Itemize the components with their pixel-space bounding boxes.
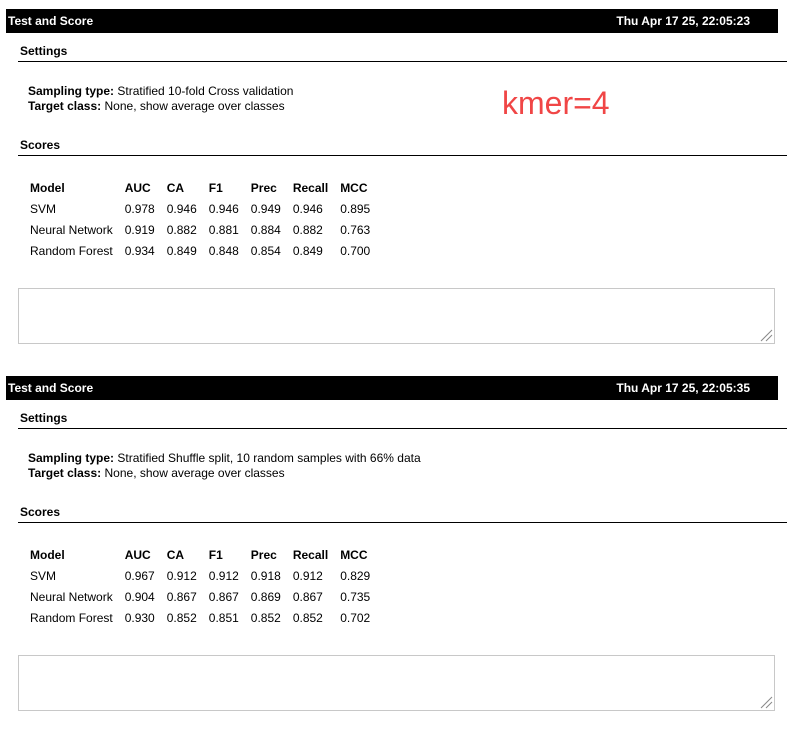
table-cell: 0.852 bbox=[166, 610, 197, 625]
column-header: MCC bbox=[340, 180, 368, 195]
target-class-label: Target class: bbox=[28, 466, 102, 480]
report-date: Thu Apr 17 25, 22:05:35 bbox=[616, 381, 750, 395]
table-cell: 0.735 bbox=[340, 589, 371, 604]
column-header: Recall bbox=[292, 180, 329, 195]
table-cell: 0.912 bbox=[166, 568, 197, 583]
settings-heading-text: Settings bbox=[20, 411, 68, 425]
table-cell: 0.904 bbox=[124, 589, 155, 604]
table-cell: 0.967 bbox=[124, 568, 155, 583]
table-cell: 0.946 bbox=[166, 201, 197, 216]
table-cell: Neural Network bbox=[30, 222, 113, 237]
sampling-type-value: Stratified 10-fold Cross validation bbox=[117, 84, 294, 98]
column-header: AUC bbox=[124, 180, 151, 195]
table-cell: 0.848 bbox=[208, 243, 239, 258]
table-cell: 0.829 bbox=[340, 568, 371, 583]
table-row bbox=[24, 565, 376, 586]
table-cell: 0.763 bbox=[340, 222, 371, 237]
table-cell: 0.854 bbox=[250, 243, 281, 258]
table-cell: 0.700 bbox=[340, 243, 371, 258]
table-cell: 0.702 bbox=[340, 610, 371, 625]
resize-grip-icon[interactable] bbox=[759, 695, 773, 709]
table-cell: 0.882 bbox=[292, 222, 323, 237]
table-cell: SVM bbox=[30, 201, 57, 216]
table-cell: 0.884 bbox=[250, 222, 281, 237]
scores-table bbox=[24, 177, 376, 261]
table-cell: 0.882 bbox=[166, 222, 197, 237]
table-cell: 0.934 bbox=[124, 243, 155, 258]
report-title: Test and Score bbox=[8, 381, 94, 395]
table-cell: 0.895 bbox=[340, 201, 371, 216]
table-cell: 0.881 bbox=[208, 222, 239, 237]
target-class-line bbox=[28, 99, 285, 113]
target-class-value: None, show average over classes bbox=[104, 99, 285, 113]
report-comment-textarea[interactable] bbox=[18, 655, 775, 711]
table-cell: 0.978 bbox=[124, 201, 155, 216]
table-cell: 0.849 bbox=[292, 243, 323, 258]
table-cell: SVM bbox=[30, 568, 57, 583]
table-cell: 0.946 bbox=[292, 201, 323, 216]
table-row bbox=[24, 586, 376, 607]
target-class-value: None, show average over classes bbox=[104, 466, 285, 480]
sampling-type-line bbox=[28, 84, 293, 98]
table-cell: 0.946 bbox=[208, 201, 239, 216]
column-header: MCC bbox=[340, 547, 368, 562]
settings-heading bbox=[18, 411, 787, 429]
scores-heading bbox=[18, 138, 787, 156]
table-cell: 0.912 bbox=[292, 568, 323, 583]
table-row bbox=[24, 240, 376, 261]
column-header: Recall bbox=[292, 547, 329, 562]
table-cell: Neural Network bbox=[30, 589, 113, 604]
table-cell: 0.851 bbox=[208, 610, 239, 625]
column-header: Prec bbox=[250, 180, 277, 195]
column-header: F1 bbox=[208, 547, 223, 562]
table-cell: Random Forest bbox=[30, 243, 113, 258]
report-comment-textarea[interactable] bbox=[18, 288, 775, 344]
table-header-row bbox=[24, 544, 376, 565]
table-row bbox=[24, 607, 376, 628]
column-header: Model bbox=[30, 547, 65, 562]
report-title-bar bbox=[6, 376, 778, 400]
table-cell: 0.930 bbox=[124, 610, 155, 625]
table-cell: 0.949 bbox=[250, 201, 281, 216]
scores-heading-text: Scores bbox=[20, 505, 61, 519]
column-header: Prec bbox=[250, 547, 277, 562]
resize-grip-icon[interactable] bbox=[759, 328, 773, 342]
table-cell: 0.919 bbox=[124, 222, 155, 237]
column-header: AUC bbox=[124, 547, 151, 562]
table-cell: 0.912 bbox=[208, 568, 239, 583]
sampling-type-line bbox=[28, 451, 421, 465]
column-header: Model bbox=[30, 180, 65, 195]
scores-heading-text: Scores bbox=[20, 138, 61, 152]
target-class-label: Target class: bbox=[28, 99, 102, 113]
sampling-type-value: Stratified Shuffle split, 10 random samples with 66% data bbox=[117, 451, 421, 465]
table-cell: 0.867 bbox=[208, 589, 239, 604]
table-row bbox=[24, 198, 376, 219]
table-cell: 0.849 bbox=[166, 243, 197, 258]
column-header: F1 bbox=[208, 180, 223, 195]
table-cell: 0.852 bbox=[250, 610, 281, 625]
table-cell: 0.867 bbox=[292, 589, 323, 604]
table-cell: Random Forest bbox=[30, 610, 113, 625]
table-cell: 0.918 bbox=[250, 568, 281, 583]
settings-heading bbox=[18, 44, 787, 62]
column-header: CA bbox=[166, 547, 185, 562]
report-date: Thu Apr 17 25, 22:05:23 bbox=[616, 14, 750, 28]
table-header-row bbox=[24, 177, 376, 198]
sampling-type-label: Sampling type: bbox=[28, 451, 115, 465]
table-row bbox=[24, 219, 376, 240]
scores-heading bbox=[18, 505, 787, 523]
scores-table bbox=[24, 544, 376, 628]
report-title-bar bbox=[6, 9, 778, 33]
table-cell: 0.867 bbox=[166, 589, 197, 604]
report-title: Test and Score bbox=[8, 14, 94, 28]
table-cell: 0.869 bbox=[250, 589, 281, 604]
target-class-line bbox=[28, 466, 285, 480]
settings-heading-text: Settings bbox=[20, 44, 68, 58]
column-header: CA bbox=[166, 180, 185, 195]
sampling-type-label: Sampling type: bbox=[28, 84, 115, 98]
kmer-annotation: kmer=4 bbox=[502, 85, 610, 121]
table-cell: 0.852 bbox=[292, 610, 323, 625]
